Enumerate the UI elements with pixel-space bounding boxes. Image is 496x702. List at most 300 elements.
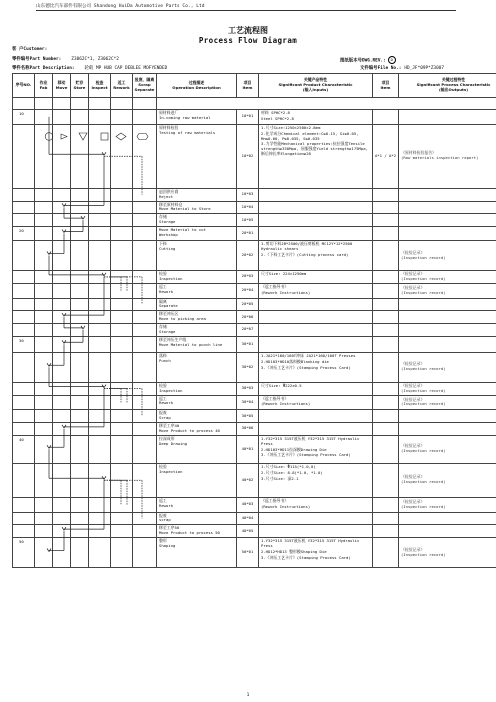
item2-cell bbox=[373, 423, 399, 436]
item2-cell bbox=[373, 382, 399, 395]
process-line: 《检验记录》 bbox=[401, 249, 425, 255]
flow-cell bbox=[89, 336, 111, 352]
table-row bbox=[13, 336, 496, 352]
item2-cell bbox=[373, 227, 399, 241]
store-symbol-cell bbox=[71, 98, 89, 110]
table-row bbox=[13, 271, 496, 284]
process-characteristic-cell bbox=[399, 352, 496, 382]
flow-cell bbox=[53, 227, 71, 241]
company-header: 山东德比汽车部件有限公司 Shandong HuiDa Automotive Parts Co., Ltd bbox=[36, 4, 205, 9]
table-row bbox=[13, 283, 496, 298]
flow-cell bbox=[71, 435, 89, 463]
process-characteristic-cell bbox=[399, 124, 496, 188]
item2-cell bbox=[373, 110, 399, 125]
description-cell bbox=[157, 423, 237, 436]
seq-cell bbox=[13, 395, 35, 410]
flow-cell bbox=[111, 395, 133, 410]
item2-cell bbox=[373, 525, 399, 538]
flow-cell bbox=[71, 214, 89, 227]
product-line: 3.《冲压工艺卡片》(Stamping Process Card) bbox=[261, 364, 351, 370]
flow-cell bbox=[71, 538, 89, 568]
table-row bbox=[13, 525, 496, 538]
item-cell: 20*02 bbox=[237, 241, 259, 271]
flow-cell bbox=[111, 435, 133, 463]
process-line: (Inspection record) bbox=[401, 275, 446, 281]
description-line: Deep Drawing bbox=[159, 440, 188, 446]
product-characteristic-cell bbox=[259, 525, 373, 538]
move-symbol-cell bbox=[53, 98, 71, 110]
flow-cell bbox=[35, 110, 53, 125]
description-line: Move Material to punch line bbox=[159, 341, 223, 347]
product-line: 2.尺寸Size: 8.8(*1.0, *1.0) bbox=[261, 469, 323, 475]
process-characteristic-cell bbox=[399, 395, 496, 410]
table-row bbox=[13, 214, 496, 227]
product-characteristic-cell bbox=[259, 423, 373, 436]
process-characteristic-cell bbox=[399, 298, 496, 311]
flow-cell bbox=[89, 410, 111, 423]
header-seq: 序号NO. bbox=[13, 74, 35, 98]
product-characteristic-cell bbox=[259, 283, 373, 298]
seq-cell bbox=[13, 271, 35, 284]
product-line: 2.HD12*HD13 整形模Shaping Die bbox=[261, 548, 327, 554]
process-line: 《检验记录》 bbox=[401, 271, 425, 276]
process-characteristic-cell bbox=[399, 336, 496, 352]
description-cell bbox=[157, 336, 237, 352]
process-line: (Inspection record) bbox=[401, 551, 446, 557]
description-line: 退回供应商 bbox=[159, 188, 179, 194]
product-line: 《返工指导书》 bbox=[261, 283, 289, 289]
flow-cell bbox=[71, 423, 89, 436]
description-line: Cutting bbox=[159, 245, 176, 251]
process-characteristic-cell bbox=[399, 382, 496, 395]
flow-cell bbox=[111, 497, 133, 512]
item-cell: 10*03 bbox=[237, 188, 259, 201]
description-line: 原材料进厂 bbox=[159, 110, 179, 115]
drawing-rev-value: D bbox=[388, 56, 396, 64]
drawing-rev-label: 图纸版本号DWG.REV.: bbox=[340, 58, 386, 64]
item2-cell: A*1 / A*2 bbox=[373, 124, 399, 188]
flow-cell bbox=[53, 463, 71, 497]
product-characteristic-cell bbox=[259, 214, 373, 227]
process-line: 《检验记录》 bbox=[401, 396, 425, 402]
flow-cell bbox=[35, 201, 53, 214]
description-cell bbox=[157, 227, 237, 241]
description-line: Rework bbox=[159, 400, 174, 406]
product-line: (Rework Instructions) bbox=[261, 503, 311, 509]
item-cell: 10*04 bbox=[237, 201, 259, 214]
product-characteristic-cell bbox=[259, 241, 373, 271]
description-line: 原材料检验 bbox=[159, 124, 179, 130]
product-line: 2.化学成分Chemical element:C≤0.15, Si≤0.05, Mn≤0.60, P≤0.035, S≤0.035 bbox=[261, 130, 359, 141]
flow-cell bbox=[71, 188, 89, 201]
product-characteristic-cell bbox=[259, 382, 373, 395]
flow-cell bbox=[53, 201, 71, 214]
item-cell: 40*05 bbox=[237, 525, 259, 538]
flow-cell bbox=[89, 352, 111, 382]
flow-cell bbox=[133, 538, 157, 568]
seq-cell bbox=[13, 188, 35, 201]
item2-cell bbox=[373, 352, 399, 382]
table-row bbox=[13, 188, 496, 201]
customer-label: 客 户Customer: bbox=[12, 47, 48, 52]
seq-cell bbox=[13, 382, 35, 395]
seq-cell bbox=[13, 241, 35, 271]
flow-cell bbox=[89, 525, 111, 538]
flow-cell bbox=[133, 435, 157, 463]
item2-cell bbox=[373, 201, 399, 214]
seq-cell: 20 bbox=[13, 227, 35, 241]
item2-cell bbox=[373, 512, 399, 525]
item2-cell bbox=[373, 311, 399, 324]
flow-cell bbox=[133, 110, 157, 125]
header-rework: 返工 Rework bbox=[111, 74, 133, 98]
process-line: (Inspection record) bbox=[401, 254, 446, 260]
description-line: Inspection bbox=[159, 468, 183, 474]
item-cell: 40*04 bbox=[237, 512, 259, 525]
item-cell: 40*02 bbox=[237, 463, 259, 497]
description-cell bbox=[157, 410, 237, 423]
product-characteristic-cell bbox=[259, 435, 373, 463]
flow-cell bbox=[71, 395, 89, 410]
flow-cell bbox=[71, 336, 89, 352]
description-line: Inspection bbox=[159, 275, 183, 281]
description-line: 检验 bbox=[159, 382, 167, 388]
flow-cell bbox=[111, 311, 133, 324]
item-cell: 20*06 bbox=[237, 311, 259, 324]
flow-cell bbox=[35, 497, 53, 512]
table-row bbox=[13, 512, 496, 525]
product-line: 3.《冲压工艺卡片》(Stamping Process Card) bbox=[261, 452, 351, 458]
flow-cell bbox=[71, 497, 89, 512]
flow-cell bbox=[89, 538, 111, 568]
flow-cell bbox=[35, 311, 53, 324]
product-characteristic-cell bbox=[259, 271, 373, 284]
flow-cell bbox=[133, 525, 157, 538]
flow-cell bbox=[89, 298, 111, 311]
item2-cell bbox=[373, 435, 399, 463]
flow-cell bbox=[133, 463, 157, 497]
description-line: Separate bbox=[159, 303, 178, 309]
process-characteristic-cell bbox=[399, 227, 496, 241]
flow-cell bbox=[133, 395, 157, 410]
description-line: 拉深成形 bbox=[159, 435, 175, 441]
process-line: 《检验记录》 bbox=[401, 546, 425, 552]
flow-cell bbox=[89, 271, 111, 284]
item2-cell bbox=[373, 324, 399, 337]
process-line: 《原材料检验报告》 bbox=[401, 150, 437, 156]
process-characteristic-cell bbox=[399, 110, 496, 125]
seq-cell bbox=[13, 423, 35, 436]
product-characteristic-cell bbox=[259, 497, 373, 512]
flow-cell bbox=[111, 410, 133, 423]
product-characteristic-cell bbox=[259, 311, 373, 324]
flow-cell bbox=[35, 423, 53, 436]
process-line: (Inspection record) bbox=[401, 503, 446, 509]
header-item: 项目 Item bbox=[237, 74, 259, 98]
flow-cell bbox=[133, 410, 157, 423]
flow-cell bbox=[53, 311, 71, 324]
description-cell bbox=[157, 395, 237, 410]
flow-cell bbox=[53, 435, 71, 463]
process-characteristic-cell bbox=[399, 311, 496, 324]
flow-cell bbox=[53, 283, 71, 298]
part-number-line bbox=[12, 56, 119, 62]
process-characteristic-cell bbox=[399, 512, 496, 525]
flow-cell bbox=[111, 188, 133, 201]
description-line: scrap bbox=[159, 517, 171, 523]
flow-cell bbox=[133, 283, 157, 298]
flow-cell bbox=[35, 512, 53, 525]
flow-cell bbox=[89, 512, 111, 525]
flow-cell bbox=[111, 463, 133, 497]
flow-cell bbox=[133, 336, 157, 352]
process-line: (Inspection record) bbox=[401, 366, 446, 372]
description-line: In-coming raw material bbox=[159, 114, 211, 120]
product-characteristic-cell bbox=[259, 512, 373, 525]
part-name-line bbox=[12, 65, 167, 71]
product-line: 3.尺寸Size: 深2.1 bbox=[261, 475, 299, 481]
item-cell: 40*01 bbox=[237, 435, 259, 463]
symbol-row bbox=[13, 98, 496, 110]
description-line: 返工 bbox=[159, 497, 167, 503]
process-characteristic-cell bbox=[399, 463, 496, 497]
flow-cell bbox=[53, 395, 71, 410]
fab-symbol-cell bbox=[35, 98, 53, 110]
item2-cell bbox=[373, 336, 399, 352]
flow-cell bbox=[53, 382, 71, 395]
flow-cell bbox=[89, 324, 111, 337]
description-line: Inspection bbox=[159, 387, 183, 393]
flow-cell bbox=[89, 188, 111, 201]
item-cell: 30*06 bbox=[237, 423, 259, 436]
product-characteristic-cell bbox=[259, 188, 373, 201]
product-line: 《返工指导书》 bbox=[261, 497, 289, 503]
product-line: 3.《冲压工艺卡片》(Stamping Process Card) bbox=[261, 554, 351, 560]
process-line: (Inspection record) bbox=[401, 289, 446, 295]
process-line: 《检验记录》 bbox=[401, 498, 425, 504]
flow-cell bbox=[71, 410, 89, 423]
process-characteristic-cell bbox=[399, 423, 496, 436]
flow-cell bbox=[111, 110, 133, 125]
description-line: 返工 bbox=[159, 395, 167, 401]
flow-cell bbox=[111, 423, 133, 436]
product-characteristic-cell bbox=[259, 395, 373, 410]
title-cn: 工艺流程图 bbox=[228, 26, 268, 35]
flow-cell bbox=[71, 298, 89, 311]
flow-cell bbox=[71, 324, 89, 337]
flow-cell bbox=[53, 410, 71, 423]
description-line: Move Product to process 40 bbox=[159, 427, 220, 433]
page-number: 1 bbox=[246, 693, 250, 698]
process-characteristic-cell bbox=[399, 435, 496, 463]
description-line: 移至工序50 bbox=[159, 525, 180, 531]
part-name-value: 轮毂 MP HUB CAP DEBLEE MOFYENDED bbox=[84, 66, 168, 71]
description-line: Scrap bbox=[159, 415, 171, 421]
flow-cell bbox=[133, 241, 157, 271]
flow-cell bbox=[111, 382, 133, 395]
flow-cell bbox=[89, 395, 111, 410]
table-row bbox=[13, 124, 496, 188]
flow-cell bbox=[89, 463, 111, 497]
flow-cell bbox=[35, 324, 53, 337]
table-row bbox=[13, 227, 496, 241]
flow-cell bbox=[53, 497, 71, 512]
flow-cell bbox=[71, 382, 89, 395]
product-line: 2.HD103*HD11拉深模Drawing Die bbox=[261, 446, 327, 452]
product-line: (Rework Instructions) bbox=[261, 401, 311, 407]
flow-cell bbox=[35, 525, 53, 538]
flow-cell bbox=[111, 525, 133, 538]
flow-cell bbox=[89, 311, 111, 324]
product-line: 2.HD103*HD10落料模Blanking die bbox=[261, 358, 329, 364]
flow-cell bbox=[133, 124, 157, 188]
description-line: Punch bbox=[159, 357, 171, 363]
flow-cell bbox=[111, 283, 133, 298]
flow-cell bbox=[71, 525, 89, 538]
flow-cell bbox=[53, 423, 71, 436]
seq-cell bbox=[13, 298, 35, 311]
item-cell: 30*05 bbox=[237, 410, 259, 423]
flow-cell bbox=[53, 298, 71, 311]
flow-cell bbox=[89, 423, 111, 436]
product-line: 1.尺寸Size:1250×2500×2.8mm bbox=[261, 124, 321, 130]
item-cell: 40*03 bbox=[237, 497, 259, 512]
flow-cell bbox=[71, 283, 89, 298]
table-row bbox=[13, 395, 496, 410]
description-line: Testing of raw materials bbox=[159, 129, 216, 135]
table-row bbox=[13, 497, 496, 512]
description-line: 整形 bbox=[159, 538, 167, 543]
flow-cell bbox=[53, 124, 71, 188]
part-number-label: 零件编号Part Number: bbox=[12, 57, 62, 62]
flow-cell bbox=[111, 324, 133, 337]
process-characteristic-cell bbox=[399, 538, 496, 568]
flow-cell bbox=[133, 271, 157, 284]
table-row bbox=[13, 311, 496, 324]
item-cell: 20*04 bbox=[237, 283, 259, 298]
seq-cell bbox=[13, 525, 35, 538]
item-cell: 10*05 bbox=[237, 214, 259, 227]
description-cell bbox=[157, 512, 237, 525]
process-characteristic-cell bbox=[399, 241, 496, 271]
table-row bbox=[13, 201, 496, 214]
rework-symbol-cell bbox=[111, 98, 133, 110]
flow-cell bbox=[89, 201, 111, 214]
flow-cell bbox=[71, 241, 89, 271]
item-cell: 30*03 bbox=[237, 382, 259, 395]
product-characteristic-cell bbox=[259, 201, 373, 214]
process-characteristic-cell bbox=[399, 271, 496, 284]
description-cell bbox=[157, 124, 237, 188]
table-row bbox=[13, 352, 496, 382]
product-line: 尺寸Size: 224×1250mm bbox=[261, 271, 307, 276]
seq-cell: 10 bbox=[13, 110, 35, 125]
process-line: 《检验记录》 bbox=[401, 443, 425, 449]
product-characteristic-cell bbox=[259, 110, 373, 125]
flow-cell bbox=[53, 512, 71, 525]
seq-cell bbox=[13, 201, 35, 214]
flow-cell bbox=[53, 110, 71, 125]
process-line: (Inspection record) bbox=[401, 401, 446, 407]
flow-cell bbox=[111, 538, 133, 568]
flow-cell bbox=[53, 352, 71, 382]
flow-cell bbox=[89, 110, 111, 125]
description-cell bbox=[157, 497, 237, 512]
product-characteristic-cell bbox=[259, 352, 373, 382]
flow-cell bbox=[35, 188, 53, 201]
process-characteristic-cell bbox=[399, 525, 496, 538]
product-characteristic-cell bbox=[259, 227, 373, 241]
product-line: 《返工指导书》 bbox=[261, 395, 289, 401]
table-row bbox=[13, 423, 496, 436]
flow-cell bbox=[111, 227, 133, 241]
item2-cell bbox=[373, 497, 399, 512]
part-number-value: Z3062C*1, Z3062C*2 bbox=[71, 57, 119, 62]
flow-cell bbox=[35, 227, 53, 241]
flow-cell bbox=[89, 124, 111, 188]
flow-cell bbox=[35, 214, 53, 227]
flow-cell bbox=[35, 271, 53, 284]
description-line: 下料 bbox=[159, 241, 167, 246]
item2-cell bbox=[373, 188, 399, 201]
flow-cell bbox=[35, 336, 53, 352]
table-row bbox=[13, 241, 496, 271]
description-line: 报废 bbox=[159, 512, 167, 518]
product-line: 1.Y32*315 315T液压机 Y32*315 315T Hydraulic Press bbox=[261, 435, 360, 446]
product-characteristic-cell bbox=[259, 124, 373, 188]
flow-cell bbox=[89, 497, 111, 512]
flow-cell bbox=[35, 463, 53, 497]
flow-cell bbox=[111, 214, 133, 227]
header-product-char: 关键产品特性 Significant Product Characteristic (输入Inputs) bbox=[259, 74, 373, 98]
flow-cell bbox=[71, 227, 89, 241]
header-store: 贮存 Store bbox=[71, 74, 89, 98]
flow-cell bbox=[133, 423, 157, 436]
process-characteristic-cell bbox=[399, 201, 496, 214]
product-line: 材料 SPHC*2.8 bbox=[261, 110, 290, 115]
item2-cell bbox=[373, 283, 399, 298]
customer-line bbox=[12, 46, 47, 52]
item-cell: 30*04 bbox=[237, 395, 259, 410]
product-characteristic-cell bbox=[259, 336, 373, 352]
flow-cell bbox=[71, 463, 89, 497]
description-line: Move Material to Store bbox=[159, 206, 211, 212]
flow-cell bbox=[133, 497, 157, 512]
seq-cell bbox=[13, 283, 35, 298]
flow-cell bbox=[111, 352, 133, 382]
description-cell bbox=[157, 214, 237, 227]
seq-cell bbox=[13, 124, 35, 188]
description-cell bbox=[157, 110, 237, 125]
seq-cell bbox=[13, 214, 35, 227]
seq-cell bbox=[13, 497, 35, 512]
description-line: Storage bbox=[159, 328, 176, 334]
product-line: 3.力学性能Mechanical properties:抗拉强度Tensile strength≥330Mpa, 屈服强度Yield strength≥175Mpa, 断后伸长率Elongation≥28 bbox=[261, 141, 368, 157]
seq-cell: 40 bbox=[13, 435, 35, 463]
description-line: 落料 bbox=[159, 352, 167, 358]
flow-cell bbox=[35, 538, 53, 568]
description-line: 检验 bbox=[159, 463, 167, 469]
flow-cell bbox=[53, 241, 71, 271]
process-characteristic-cell bbox=[399, 188, 496, 201]
flow-cell bbox=[53, 188, 71, 201]
flow-cell bbox=[35, 283, 53, 298]
process-characteristic-cell bbox=[399, 283, 496, 298]
item-cell: 50*01 bbox=[237, 538, 259, 568]
flow-cell bbox=[111, 241, 133, 271]
item2-cell bbox=[373, 298, 399, 311]
flow-cell bbox=[89, 227, 111, 241]
